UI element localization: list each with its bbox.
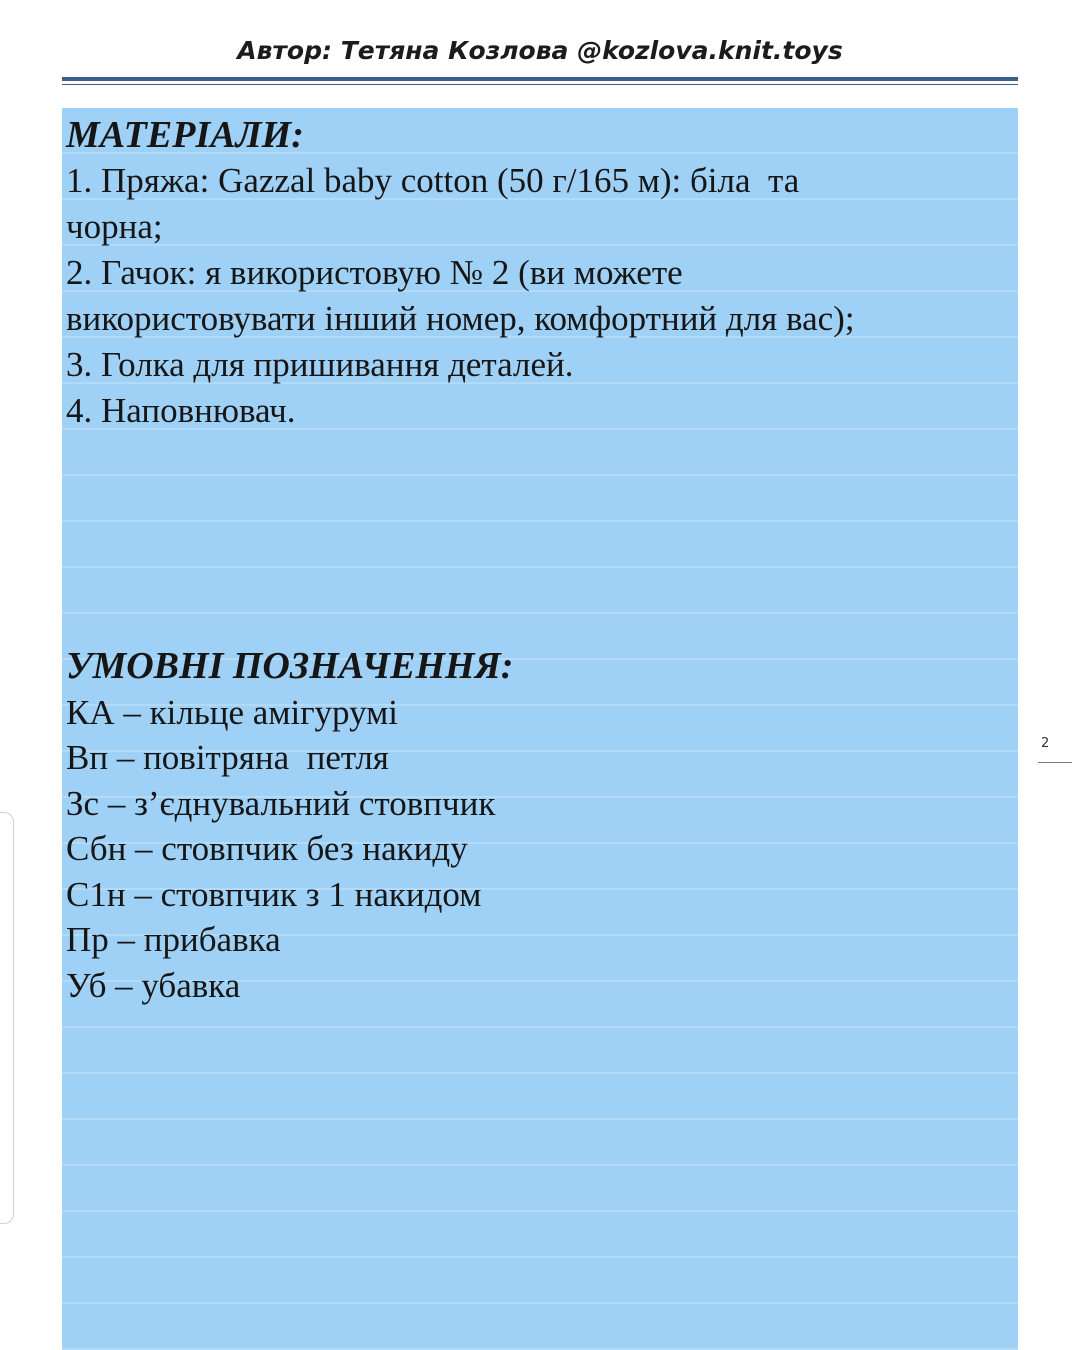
- materials-line: 1. Пряжа: Gazzal baby cotton (50 г/165 м): біла та: [66, 161, 800, 200]
- legend-heading: УМОВНІ ПОЗНАЧЕННЯ:: [66, 645, 514, 687]
- materials-line: 3. Голка для пришивання деталей.: [66, 345, 574, 384]
- legend-section: [66, 644, 1016, 1008]
- legend-line: Уб – убавка: [66, 965, 241, 1005]
- header-rule-thick: [62, 77, 1018, 81]
- page-number: 2: [1041, 736, 1050, 751]
- side-scroll-handle[interactable]: [0, 812, 14, 1224]
- materials-section: [66, 112, 1016, 434]
- materials-heading: МАТЕРІАЛИ:: [66, 114, 304, 156]
- page-number-rule: [1038, 762, 1072, 763]
- header-rule-thin: [62, 84, 1018, 85]
- materials-line: 4. Наповнювач.: [66, 391, 296, 430]
- materials-line: 2. Гачок: я використовую № 2 (ви можете: [66, 253, 683, 292]
- legend-line: Зс – з’єднувальний стовпчик: [66, 783, 496, 823]
- legend-line: Сбн – стовпчик без накиду: [66, 829, 468, 868]
- legend-line: С1н – стовпчик з 1 накидом: [66, 874, 482, 914]
- materials-line: чорна;: [66, 207, 163, 246]
- legend-line: КА – кільце амігурумі: [66, 692, 399, 732]
- legend-line: Вп – повітряна петля: [66, 738, 389, 777]
- author-header: Автор: Тетяна Козлова @kozlova.knit.toys: [237, 36, 843, 65]
- legend-line: Пр – прибавка: [66, 920, 281, 959]
- materials-line: використовувати інший номер, комфортний для вас);: [66, 299, 855, 338]
